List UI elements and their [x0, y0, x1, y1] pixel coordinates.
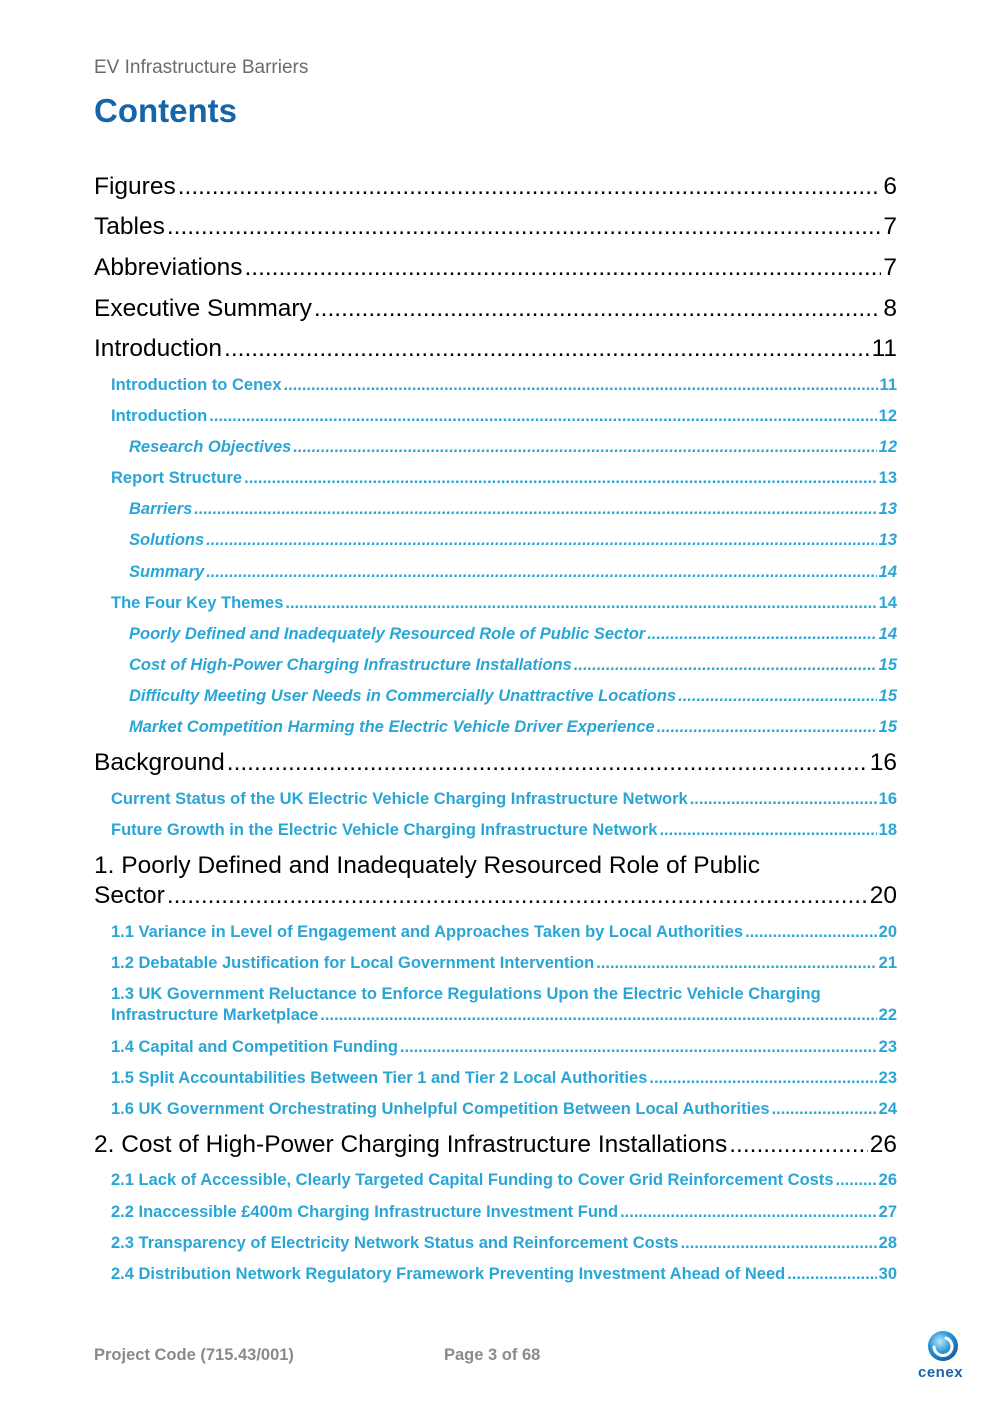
toc-entry-1-6[interactable]: 1.6 UK Government Orchestrating Unhelpful Competition Between Local Authorities ..... 24: [111, 1100, 897, 1124]
toc-entry-report-structure[interactable]: Report Structure ..... 13: [111, 469, 897, 493]
toc-entry-1-1[interactable]: 1.1 Variance in Level of Engagement and Approaches Taken by Local Authorities ..... 20: [111, 923, 897, 947]
toc-entry-abbreviations[interactable]: Abbreviations ..... 7: [94, 254, 897, 288]
toc-entry-background[interactable]: Background ..... 16: [94, 749, 897, 783]
toc-entry-section-1[interactable]: Sector ..... 20: [94, 882, 897, 916]
toc-entry-theme-public-sector[interactable]: Poorly Defined and Inadequately Resourced Role of Public Sector ..... 14: [129, 625, 897, 649]
toc-entry-theme-market-competition[interactable]: Market Competition Harming the Electric Vehicle Driver Experience ..... 15: [129, 718, 897, 742]
toc-entry-1-5[interactable]: 1.5 Split Accountabilities Between Tier 1 and Tier 2 Local Authorities ..... 23: [111, 1069, 897, 1093]
toc-entry-four-key-themes[interactable]: The Four Key Themes ..... 14: [111, 594, 897, 618]
toc-entry-1-3[interactable]: Infrastructure Marketplace ..... 22: [111, 1006, 897, 1030]
toc-entry-research-objectives[interactable]: Research Objectives ..... 12: [129, 438, 897, 462]
toc-entry-introduction[interactable]: Introduction ..... 11: [94, 335, 897, 369]
toc-entry-1-3-line1[interactable]: 1.3 UK Government Reluctance to Enforce Regulations Upon the Electric Vehicle Charging: [111, 985, 821, 1003]
toc-entry-barriers[interactable]: Barriers ..... 13: [129, 500, 897, 524]
cenex-logo-text: cenex: [918, 1364, 964, 1381]
toc-entry-introduction-to-cenex[interactable]: Introduction to Cenex ..... 11: [111, 376, 897, 400]
project-code: Project Code (715.43/001): [94, 1346, 294, 1364]
toc-entry-solutions[interactable]: Solutions ..... 13: [129, 531, 897, 555]
toc-entry-section-2[interactable]: 2. Cost of High-Power Charging Infrastructure Installations ..... 26: [94, 1131, 897, 1165]
page-number: Page 3 of 68: [444, 1346, 541, 1364]
document-header-title: EV Infrastructure Barriers: [94, 57, 309, 78]
toc-entry-1-2[interactable]: 1.2 Debatable Justification for Local Government Intervention ..... 21: [111, 954, 897, 978]
toc-entry-summary[interactable]: Summary ..... 14: [129, 563, 897, 587]
toc-entry-current-status[interactable]: Current Status of the UK Electric Vehicle Charging Infrastructure Network ..... 16: [111, 790, 897, 814]
toc-entry-2-3[interactable]: 2.3 Transparency of Electricity Network Status and Reinforcement Costs ..... 28: [111, 1234, 897, 1258]
toc-entry-1-4[interactable]: 1.4 Capital and Competition Funding ..... 23: [111, 1038, 897, 1062]
page-title: Contents: [94, 92, 237, 129]
toc-entry-theme-user-needs[interactable]: Difficulty Meeting User Needs in Commercially Unattractive Locations ..... 15: [129, 687, 897, 711]
toc-entry-executive-summary[interactable]: Executive Summary ..... 8: [94, 295, 897, 329]
toc-entry-theme-cost[interactable]: Cost of High-Power Charging Infrastructure Installations ..... 15: [129, 656, 897, 680]
toc-entry-introduction-sub[interactable]: Introduction ..... 12: [111, 407, 897, 431]
toc-entry-2-2[interactable]: 2.2 Inaccessible £400m Charging Infrastructure Investment Fund ..... 27: [111, 1203, 897, 1227]
toc-entry-2-1[interactable]: 2.1 Lack of Accessible, Clearly Targeted Capital Funding to Cover Grid Reinforcement Costs ..... 26: [111, 1171, 897, 1195]
toc-entry-tables[interactable]: Tables ..... 7: [94, 213, 897, 247]
toc-entry-figures[interactable]: Figures ..... 6: [94, 173, 897, 207]
toc-entry-section-1-line1[interactable]: 1. Poorly Defined and Inadequately Resourced Role of Public: [94, 852, 760, 879]
toc-entry-future-growth[interactable]: Future Growth in the Electric Vehicle Charging Infrastructure Network ..... 18: [111, 821, 897, 845]
toc-entry-2-4[interactable]: 2.4 Distribution Network Regulatory Framework Preventing Investment Ahead of Need ..... 30: [111, 1265, 897, 1289]
